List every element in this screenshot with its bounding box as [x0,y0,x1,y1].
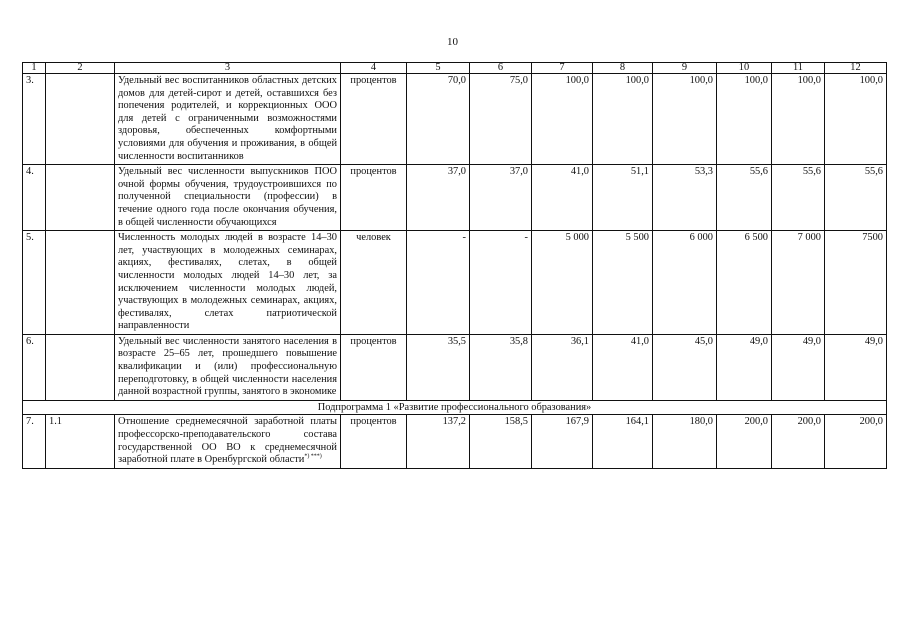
table-row [23,165,887,231]
col-header: 2 [46,63,115,74]
value-cell: 158,5 [470,415,532,468]
value-cell: 7500 [825,231,887,335]
subprogram-title: Подпрограмма 1 «Развитие профессионального образования» [23,400,887,415]
indicator-description: Удельный вес численности выпускников ПОО очной формы обучения, трудоустроившихся по полученной специальности (профессии) в течение одного года после окончания обучения, в общей численности обучающихся [115,165,341,231]
value-cell: 75,0 [470,74,532,165]
subprogram-row [23,400,887,415]
value-cell: 200,0 [825,415,887,468]
table-row [23,415,887,468]
indicator-description: Удельный вес воспитанников областных детских домов для детей-сирот и детей, оставшихся без попечения родителей, и коррекционных ООО для детей с ограниченными возможностями здоровья, обеспеченных комфортными условиями для обучения и проживания, в общей численности воспитанников [115,74,341,165]
unit-cell: процентов [341,74,407,165]
value-cell: 51,1 [593,165,653,231]
value-cell: 100,0 [772,74,825,165]
value-cell: 36,1 [532,334,593,400]
value-cell: 35,5 [407,334,470,400]
table-row [23,231,887,335]
col-header: 8 [593,63,653,74]
unit-cell: процентов [341,415,407,468]
unit-cell: человек [341,231,407,335]
row-code [46,165,115,231]
value-cell: 49,0 [717,334,772,400]
value-cell: 45,0 [653,334,717,400]
col-header: 7 [532,63,593,74]
row-number: 3. [23,74,46,165]
value-cell: 41,0 [532,165,593,231]
value-cell: 49,0 [772,334,825,400]
row-number: 5. [23,231,46,335]
value-cell: 6 500 [717,231,772,335]
value-cell: 200,0 [772,415,825,468]
row-code: 1.1 [46,415,115,468]
value-cell: 100,0 [717,74,772,165]
footnote-marker: *) ***) [304,453,322,460]
table-row [23,74,887,165]
indicator-description [115,415,341,468]
col-header: 6 [470,63,532,74]
indicator-description: Удельный вес численности занятого населения в возрасте 25–65 лет, прошедшего повышение квалификации и (или) профессиональную переподготовку, в общей численности населения данной возрастной группы, занятого в экономике [115,334,341,400]
value-cell: 100,0 [825,74,887,165]
indicators-table [22,62,887,469]
value-cell: 55,6 [825,165,887,231]
value-cell: 55,6 [772,165,825,231]
value-cell: 164,1 [593,415,653,468]
value-cell: 55,6 [717,165,772,231]
column-number-row [23,63,887,74]
row-number: 7. [23,415,46,468]
col-header: 5 [407,63,470,74]
row-code [46,231,115,335]
col-header: 10 [717,63,772,74]
col-header: 9 [653,63,717,74]
row-number: 6. [23,334,46,400]
value-cell: 37,0 [407,165,470,231]
page-number: 10 [447,36,458,48]
value-cell: 41,0 [593,334,653,400]
value-cell: - [407,231,470,335]
value-cell: 49,0 [825,334,887,400]
value-cell: 37,0 [470,165,532,231]
row-code [46,74,115,165]
description-text: Отношение среднемесячной заработной платы профессорско-преподавательского состава государственной ОО ВО к среднемесячной заработной плате в Оренбургской области [118,416,337,466]
value-cell: 35,8 [470,334,532,400]
value-cell: 6 000 [653,231,717,335]
value-cell: 100,0 [593,74,653,165]
value-cell: 100,0 [653,74,717,165]
unit-cell: процентов [341,334,407,400]
value-cell: 7 000 [772,231,825,335]
col-header: 4 [341,63,407,74]
value-cell: 200,0 [717,415,772,468]
value-cell: 180,0 [653,415,717,468]
value-cell: 70,0 [407,74,470,165]
col-header: 12 [825,63,887,74]
value-cell: 137,2 [407,415,470,468]
table-row [23,334,887,400]
col-header: 1 [23,63,46,74]
value-cell: - [470,231,532,335]
value-cell: 100,0 [532,74,593,165]
value-cell: 167,9 [532,415,593,468]
row-number: 4. [23,165,46,231]
col-header: 3 [115,63,341,74]
indicator-description: Численность молодых людей в возрасте 14–30 лет, участвующих в молодежных семинарах, акциях, фестивалях, слетах, в общей численности молодых людей 14–30 лет, за исключением численности молодых людей, участвующих в молодежных семинарах, акциях, фестивалях, слетах патриотической направленности [115,231,341,335]
unit-cell: процентов [341,165,407,231]
row-code [46,334,115,400]
value-cell: 53,3 [653,165,717,231]
col-header: 11 [772,63,825,74]
value-cell: 5 000 [532,231,593,335]
value-cell: 5 500 [593,231,653,335]
